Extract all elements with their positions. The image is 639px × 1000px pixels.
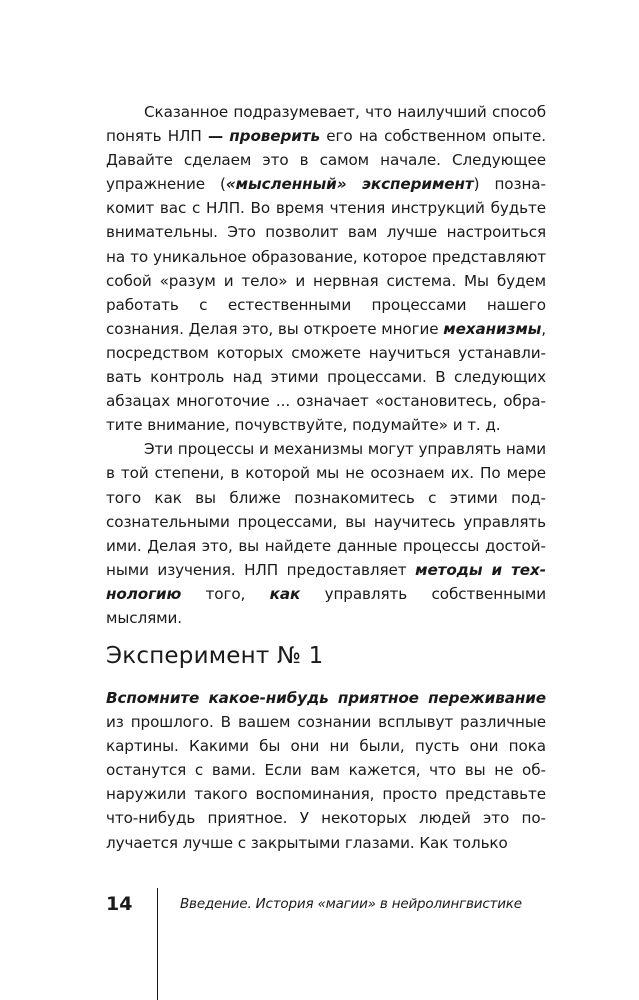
emphasis: методы и технологию <box>106 560 546 603</box>
text-run: управлять собственными мыслями. <box>106 584 546 627</box>
experiment-text <box>106 686 546 855</box>
emphasis: проверить <box>229 127 321 146</box>
body-text <box>106 100 546 630</box>
text-run: Эти процессы и механизмы могут управлять нами в той степени, в которой мы не осознаем их. По мере того как вы ближе познакомитесь с этими подсознательными процессами, вы научитесь управлять ими. Делая это, вы найдете данные процессы достойными изучения. НЛП предоставляет <box>106 440 546 579</box>
paragraph <box>106 686 546 855</box>
paragraph <box>106 100 546 437</box>
emphasis: Вспомните какое-нибудь приятное переживание <box>106 689 546 707</box>
section-heading: Эксперимент № 1 <box>106 643 324 669</box>
text-run: ) познакомит вас с НЛП. Во время чтения инструкций будьте внимательны. Это позволит вам лучше настроиться на то уникальное образование, которое представляют собой «разум и тело» и нервная система. Мы будем работать с естественными процессами нашего сознания. Делая это, вы откроете многие <box>106 175 546 338</box>
text-run: Сказанное подразумевает, что наилучший способ понять НЛП <box>106 103 546 146</box>
text-run: того, <box>181 584 270 603</box>
footer-divider <box>157 888 158 1000</box>
emphasis: как <box>269 584 301 603</box>
text-run: его на собственном опыте. Давайте сделаем это в самом начале. Следующее упражнение ( <box>106 127 546 194</box>
paragraph <box>106 437 546 630</box>
running-title: Введение. История «магии» в нейролингвистике <box>180 896 522 912</box>
text-run: , посредством которых сможете научиться устанавливать контроль над этими процессами. В следующих абзацах многоточие ... означает «остановитесь, обратите внимание, почувствуйте, подумайте» и т. д. <box>106 319 546 435</box>
text-run: из прошлого. В вашем сознании всплывут различные картины. Какими бы они ни были, пусть они пока останутся с вами. Если вам кажется, что вы не обнаружили такого воспоминания, просто представьте что-нибудь приятное. У некоторых людей это получается лучше с закрытыми глазами. Как только <box>106 713 546 852</box>
page-number: 14 <box>106 893 133 915</box>
dash: — <box>207 127 224 146</box>
emphasis: механизмы <box>443 319 542 338</box>
emphasis: «мысленный» эксперимент <box>225 175 474 194</box>
